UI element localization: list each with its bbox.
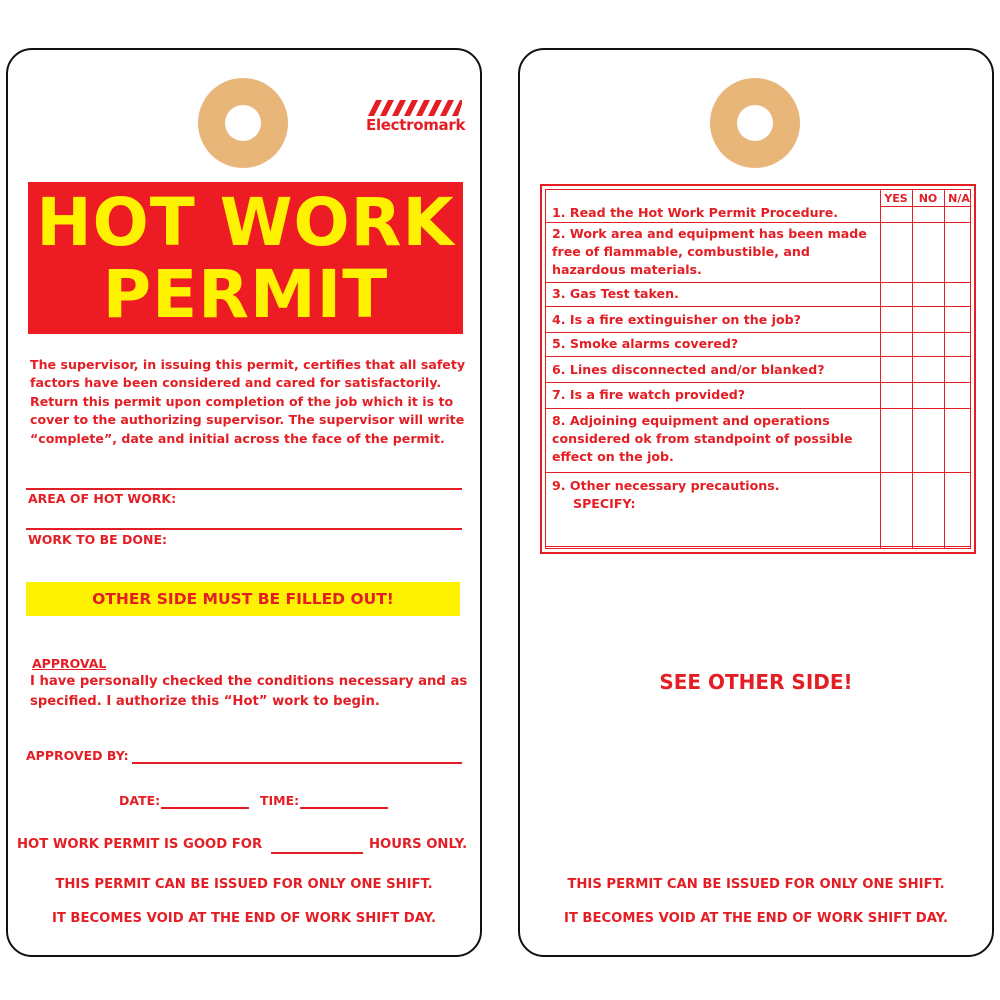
checklist-item-9: 9. Other necessary precautions.	[552, 478, 780, 493]
tag-back	[518, 48, 994, 957]
checklist-item-3: 3. Gas Test taken.	[552, 286, 679, 301]
date-label: DATE:	[119, 793, 161, 808]
checklist-item-2: 2. Work area and equipment has been made free of flammable, combustible, and hazardous materials.	[552, 226, 867, 277]
na-column-header: N/A	[948, 192, 970, 205]
tag-front	[6, 48, 482, 957]
approval-heading: APPROVAL	[32, 656, 107, 671]
time-label: TIME:	[260, 793, 300, 808]
specify-label: SPECIFY:	[573, 496, 636, 511]
good-for-prefix: HOT WORK PERMIT IS GOOD FOR	[17, 837, 263, 852]
footer-line-1: THIS PERMIT CAN BE ISSUED FOR ONLY ONE SHIFT.	[55, 877, 433, 892]
work-to-be-done-label: WORK TO BE DONE:	[28, 532, 168, 547]
area-of-hot-work-label: AREA OF HOT WORK:	[28, 491, 177, 506]
checklist-item-8: 8. Adjoining equipment and operations considered ok from standpoint of possible effect on the job.	[552, 413, 853, 464]
footer-line-2: IT BECOMES VOID AT THE END OF WORK SHIFT DAY.	[563, 911, 949, 926]
title-line-1: HOT WORK	[36, 184, 455, 261]
row-divider	[546, 332, 970, 333]
checklist-item-5: 5. Smoke alarms covered?	[552, 336, 739, 351]
good-for-suffix: HOURS ONLY.	[369, 837, 468, 852]
title-line-2: PERMIT	[102, 256, 389, 333]
approval-statement: I have personally checked the conditions necessary and as specified. I authorize this “Hot” work to begin.	[30, 674, 468, 709]
row-divider	[546, 408, 970, 409]
row-divider	[546, 282, 970, 283]
footer-line-2: IT BECOMES VOID AT THE END OF WORK SHIFT DAY.	[51, 911, 437, 926]
no-column-divider	[912, 190, 913, 548]
area-rule	[26, 488, 462, 490]
yes-column-header: YES	[884, 192, 908, 205]
checklist-item-7: 7. Is a fire watch provided?	[552, 387, 746, 402]
na-column-divider	[944, 190, 945, 548]
brand-name: Electromark	[366, 116, 466, 134]
row-divider	[546, 472, 970, 473]
eyelet-hole	[710, 78, 800, 168]
footer-line-1: THIS PERMIT CAN BE ISSUED FOR ONLY ONE SHIFT.	[567, 877, 945, 892]
intro-paragraph: The supervisor, in issuing this permit, certifies that all safety factors have been considered and cared for satisfactorily. Return this permit upon completion of the job which it is to cover to the authorizing supervisor. The supervisor will write “complete”, date and initial across the face of the permit.	[30, 357, 466, 446]
time-line	[300, 807, 388, 809]
header-divider	[880, 206, 970, 207]
title-banner	[28, 182, 463, 334]
row-divider	[546, 222, 970, 223]
work-rule	[26, 528, 462, 530]
row-divider	[546, 306, 970, 307]
checklist-item-4: 4. Is a fire extinguisher on the job?	[552, 312, 801, 327]
checklist-table	[540, 184, 976, 554]
no-column-header: NO	[918, 192, 938, 205]
checklist-grid	[545, 189, 971, 549]
checklist-item-1: 1. Read the Hot Work Permit Procedure.	[552, 205, 839, 220]
checklist-item-6: 6. Lines disconnected and/or blanked?	[552, 362, 825, 377]
date-line	[161, 807, 249, 809]
electromark-logo-icon	[368, 100, 462, 116]
row-divider	[546, 356, 970, 357]
hours-line	[271, 852, 363, 854]
approved-by-line	[132, 762, 462, 764]
other-side-banner: OTHER SIDE MUST BE FILLED OUT!	[26, 582, 460, 616]
see-other-side: SEE OTHER SIDE!	[659, 670, 853, 694]
row-divider	[546, 382, 970, 383]
row-divider	[546, 546, 970, 547]
eyelet-hole	[198, 78, 288, 168]
approved-by-label: APPROVED BY:	[26, 748, 129, 763]
